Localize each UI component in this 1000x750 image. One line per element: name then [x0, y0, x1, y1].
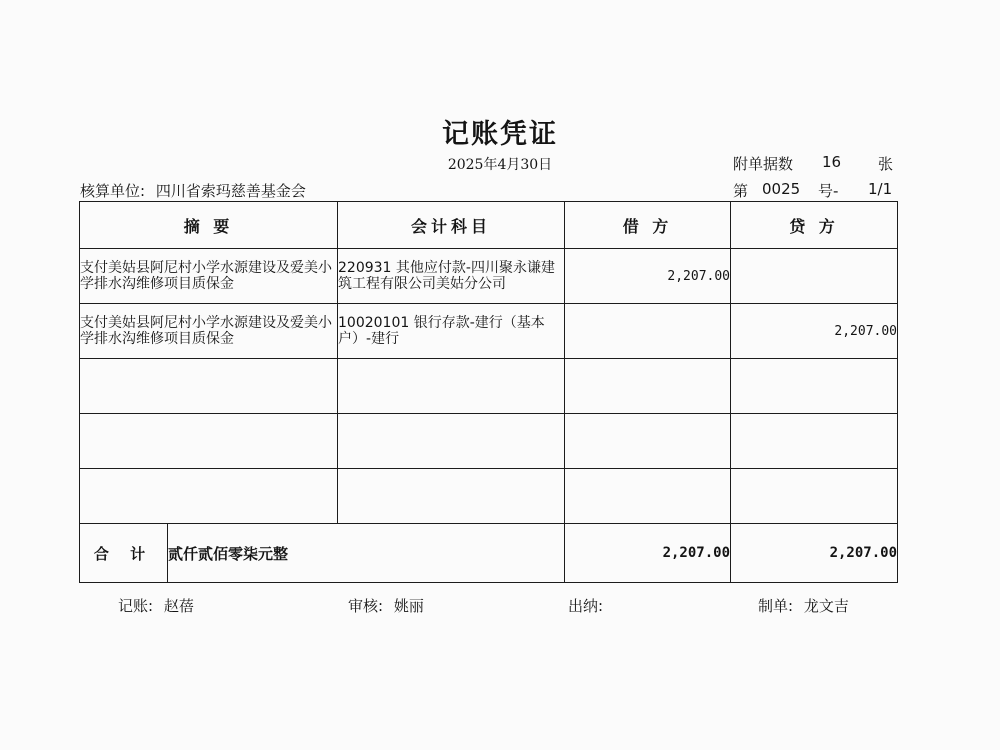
empty-cell — [80, 414, 338, 469]
row-debit — [565, 304, 731, 359]
table-row — [80, 304, 898, 359]
voucher-table — [79, 201, 898, 583]
total-amount-in-words: 贰仟贰佰零柒元整 — [168, 524, 565, 583]
cashier-signature — [568, 595, 609, 616]
accounting-unit — [80, 180, 306, 201]
header-row — [80, 202, 898, 249]
preparer-label: 制单: — [758, 597, 794, 615]
empty-row — [80, 359, 898, 414]
empty-cell — [338, 359, 565, 414]
voucher-date: 2025年4月30日 — [447, 157, 553, 173]
empty-cell — [565, 469, 731, 524]
empty-cell — [731, 414, 898, 469]
header-debit: 借 方 — [565, 202, 731, 249]
preparer-name: 龙文吉 — [803, 597, 849, 615]
bookkeeper-label: 记账: — [118, 597, 154, 615]
voucher-number-prefix: 第 — [733, 182, 749, 200]
attachments-label: 附单据数 — [733, 155, 794, 173]
reviewer-signature — [348, 595, 424, 616]
row-credit: 2,207.00 — [731, 304, 898, 359]
preparer-signature — [758, 595, 849, 616]
row-summary: 支付美姑县阿尼村小学水源建设及爱美小学排水沟维修项目质保金 — [80, 249, 338, 304]
empty-row — [80, 414, 898, 469]
voucher-page: 1/1 — [868, 180, 893, 198]
voucher-title: 记账凭证 — [442, 119, 558, 150]
bookkeeper-name: 赵蓓 — [163, 597, 194, 615]
header-credit: 贷 方 — [731, 202, 898, 249]
total-label: 合 计 — [80, 524, 168, 583]
total-debit: 2,207.00 — [565, 524, 731, 583]
row-account: 10020101 银行存款-建行（基本户）-建行 — [338, 304, 565, 359]
total-row — [80, 524, 898, 583]
reviewer-name: 姚丽 — [393, 597, 424, 615]
row-debit: 2,207.00 — [565, 249, 731, 304]
unit-name: 四川省索玛慈善基金会 — [155, 182, 306, 200]
total-credit: 2,207.00 — [731, 524, 898, 583]
voucher-number-suffix: 号- — [818, 182, 839, 200]
bookkeeper-signature — [118, 595, 194, 616]
attachments-count: 16 — [822, 153, 842, 171]
voucher-number: 0025 — [762, 180, 801, 198]
header-summary: 摘 要 — [80, 202, 338, 249]
empty-cell — [565, 414, 731, 469]
header-account: 会计科目 — [338, 202, 565, 249]
empty-cell — [80, 359, 338, 414]
reviewer-label: 审核: — [348, 597, 384, 615]
empty-cell — [338, 469, 565, 524]
table-row — [80, 249, 898, 304]
row-summary: 支付美姑县阿尼村小学水源建设及爱美小学排水沟维修项目质保金 — [80, 304, 338, 359]
empty-cell — [565, 359, 731, 414]
attachments-unit: 张 — [878, 155, 894, 173]
empty-row — [80, 469, 898, 524]
row-credit — [731, 249, 898, 304]
empty-cell — [338, 414, 565, 469]
empty-cell — [80, 469, 338, 524]
row-account: 220931 其他应付款-四川聚永谦建筑工程有限公司美姑分公司 — [338, 249, 565, 304]
empty-cell — [731, 359, 898, 414]
cashier-label: 出纳: — [568, 597, 604, 615]
empty-cell — [731, 469, 898, 524]
unit-label: 核算单位: — [80, 182, 146, 200]
